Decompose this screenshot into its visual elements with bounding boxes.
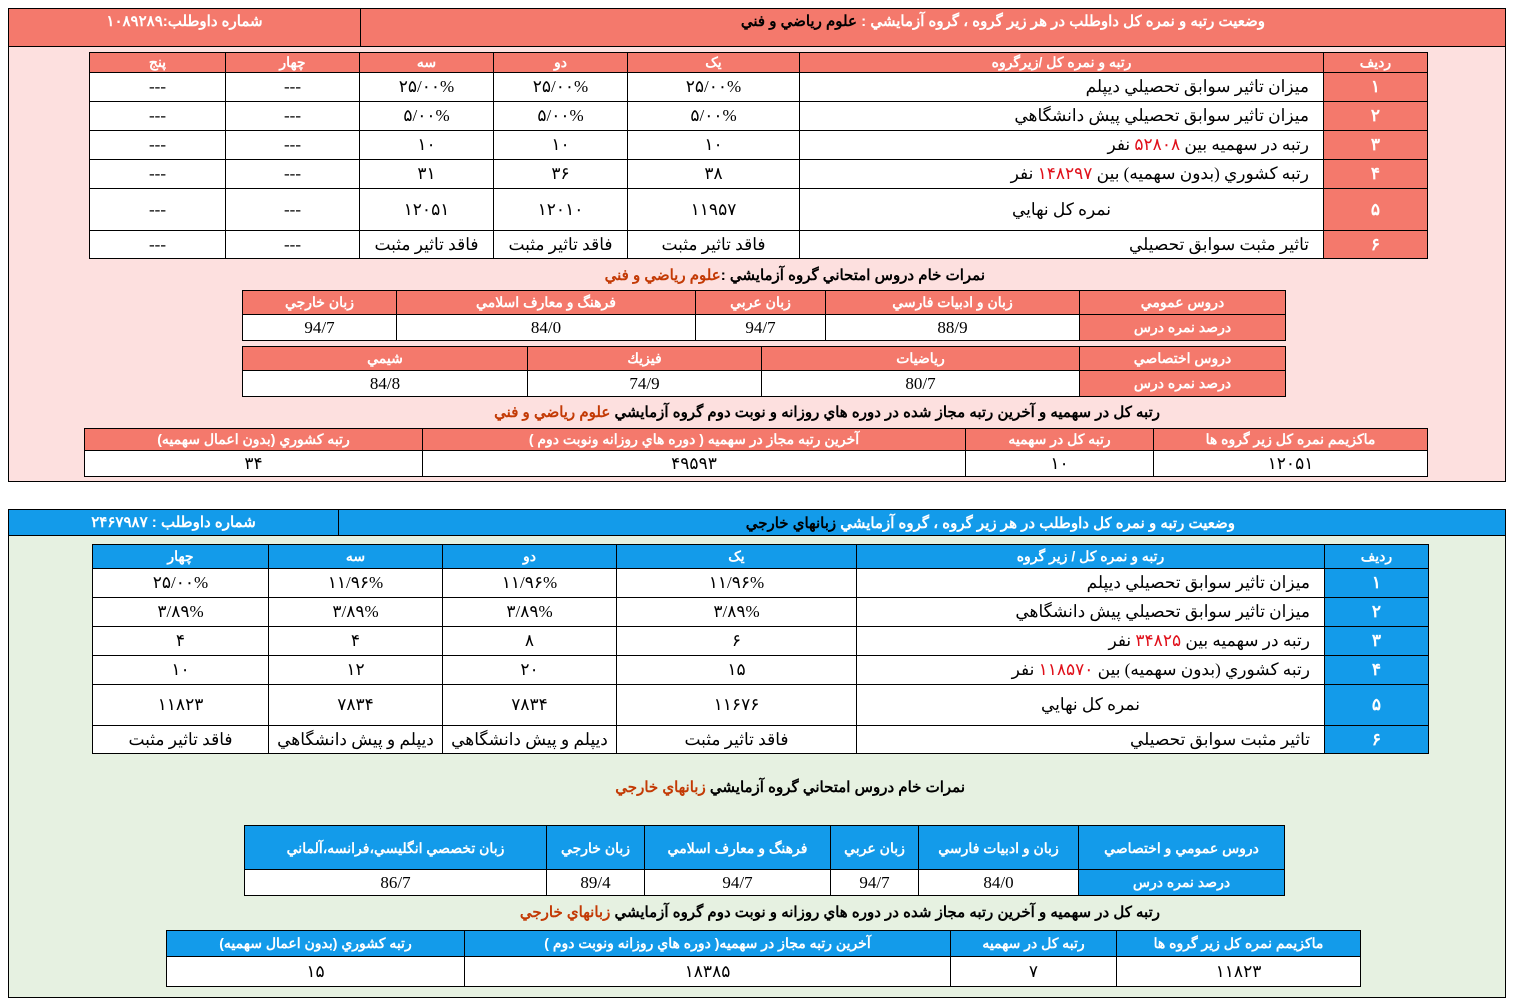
math-group-report-panel [8,8,1506,482]
panel-title: وضعیت رتبه و نمره کل داوطلب در هر زیر گروه ، گروه آزمايشي زبانهاي خارجي [745,515,1235,532]
quota-title: رتبه کل در سهمیه و آخرین رتبه مجاز شده در دوره هاي روزانه و نوبت دوم گروه آزمايشي علوم رياضي و فني [494,404,1160,421]
rank-table [89,52,1428,259]
rank-table: ردیف رتبه و نمره کل / زیر گروه یک دو سه چهار ۱ میزان تاثیر سوابق تحصیلي دیپلم ۱۱/۹۶% ۱۱/۹۶% ۱۱/۹۶% ۲۵/۰۰% ۲ میزان تاثیر سوابق تحصیلي پیش دانشگاهي ۳/۸۹% ۳/۸۹% ۳/۸۹% ۳/۸۹% ۳ رتبه در سهمیه بین ۳۴۸۲۵ نفر ۶ ۸ ۴ ۴ ۴ رتبه کشوري (بدون سهمیه) بین ۱۱۸۵۷۰ نفر ۱۵ ۲۰ ۱۲ ۱۰ ۵ نمره کل نهايي ۱۱۶۷۶ ۷۸۳۴ ۷۸۳۴ ۱۱۸۲۳ ۶ تاثیر مثبت سوابق تحصیلي فاقد تاثیر مثبت دیپلم و پیش دانشگاهي دیپلم و پیش دانشگاهي فاقد تاثیر مثبت [92,544,1429,754]
candidate-number: شماره داوطلب:۱۰۸۹۲۸۹ [9,9,361,46]
table-row: ۴ رتبه کشوري (بدون سهمیه) بین ۱۱۸۵۷۰ نفر ۱۵ ۲۰ ۱۲ ۱۰ [93,656,1429,685]
col-header-3: سه [360,53,494,73]
table-row: ۵ نمره کل نهايي ۱۱۶۷۶ ۷۸۳۴ ۷۸۳۴ ۱۱۸۲۳ [93,685,1429,726]
quota-table: ماکزیمم نمره کل زیر گروه ها رتبه کل در سهمیه آخرین رتبه مجاز در سهمیه( دوره هاي روزانه ونوبت دوم ) رتبه کشوري (بدون اعمال سهمیه) ۱۱۸۲۳ ۷ ۱۸۳۸۵ ۱۵ [166,930,1361,987]
table-row: ۲ میزان تاثیر سوابق تحصیلي پیش دانشگاهي ۳/۸۹% ۳/۸۹% ۳/۸۹% ۳/۸۹% [93,598,1429,627]
col-header-4: چهار [226,53,360,73]
quota-title: رتبه کل در سهمیه و آخرین رتبه مجاز شده در دوره هاي روزانه و نوبت دوم گروه آزمايشي زبانهاي خارجي [519,904,1160,921]
raw-scores-title: نمرات خام دروس امتحاني گروه آزمايشي زبانهاي خارجي [615,779,965,796]
table-row: ۲ میزان تاثیر سوابق تحصیلي پیش دانشگاهي ۵/۰۰% ۵/۰۰% ۵/۰۰% --- --- [90,102,1428,131]
languages-group-report-panel [8,509,1506,998]
table-row: ۱ میزان تاثیر سوابق تحصیلي دیپلم ۲۵/۰۰% ۲۵/۰۰% ۲۵/۰۰% --- --- [90,73,1428,102]
table-row: ۴ رتبه کشوري (بدون سهمیه) بین ۱۴۸۲۹۷ نفر ۳۸ ۳۶ ۳۱ --- --- [90,160,1428,189]
panel-header [9,510,1505,536]
table-row: ۱ میزان تاثیر سوابق تحصیلي دیپلم ۱۱/۹۶% ۱۱/۹۶% ۱۱/۹۶% ۲۵/۰۰% [93,569,1429,598]
raw-scores-title: نمرات خام دروس امتحاني گروه آزمايشي :علوم رياضي و فني [604,267,985,284]
col-header-1: یک [628,53,800,73]
subjects-table: دروس عمومي و اختصاصي زبان و ادبيات فارسي زبان عربي فرهنگ و معارف اسلامي زبان خارجي زبان تخصصي انگليسي،فرانسه،آلماني درصد نمره درس 84/0 94/7 94/7 89/4 86/7 [244,825,1285,896]
quota-table: ماکزیمم نمره کل زیر گروه ها رتبه کل در سهمیه آخرین رتبه مجاز در سهمیه ( دوره هاي روزانه ونوبت دوم ) رتبه کشوري (بدون اعمال سهمیه) ۱۲۰۵۱ ۱۰ ۴۹۵۹۳ ۳۴ [84,428,1428,477]
panel-header [9,9,1505,47]
group-name: علوم رياضي و فني [740,13,857,30]
col-header-5: پنج [90,53,226,73]
general-subjects-table: دروس عمومي زبان و ادبيات فارسي زبان عربي فرهنگ و معارف اسلامي زبان خارجي درصد نمره درس 88/9 94/7 84/0 94/7 [242,290,1286,341]
candidate-number: شماره داوطلب : ۲۴۶۷۹۸۷ [9,510,339,535]
table-row: ۳ رتبه در سهمیه بین ۳۴۸۲۵ نفر ۶ ۸ ۴ ۴ [93,627,1429,656]
table-row: ۶ تاثیر مثبت سوابق تحصیلي فاقد تاثیر مثبت فاقد تاثیر مثبت فاقد تاثیر مثبت --- --- [90,231,1428,259]
special-subjects-table: دروس اختصاصي رياضيات فيزيك شيمي درصد نمره درس 80/7 74/9 84/8 [242,346,1286,397]
table-row: ۵ نمره کل نهايي ۱۱۹۵۷ ۱۲۰۱۰ ۱۲۰۵۱ --- --- [90,189,1428,231]
col-header-2: دو [494,53,628,73]
col-header-row-index: ردیف [1324,53,1428,73]
table-row: ۶ تاثیر مثبت سوابق تحصیلي فاقد تاثیر مثبت دیپلم و پیش دانشگاهي دیپلم و پیش دانشگاهي فاقد تاثیر مثبت [93,726,1429,754]
panel-title: وضعیت رتبه و نمره کل داوطلب در هر زیر گروه ، گروه آزمایشي : علوم رياضي و فني [740,13,1265,30]
group-name: زبانهاي خارجي [745,515,837,532]
table-row: ۳ رتبه در سهمیه بین ۵۲۸۰۸ نفر ۱۰ ۱۰ ۱۰ --- --- [90,131,1428,160]
col-header-description: رتبه و نمره کل /زیرگروه [800,53,1324,73]
